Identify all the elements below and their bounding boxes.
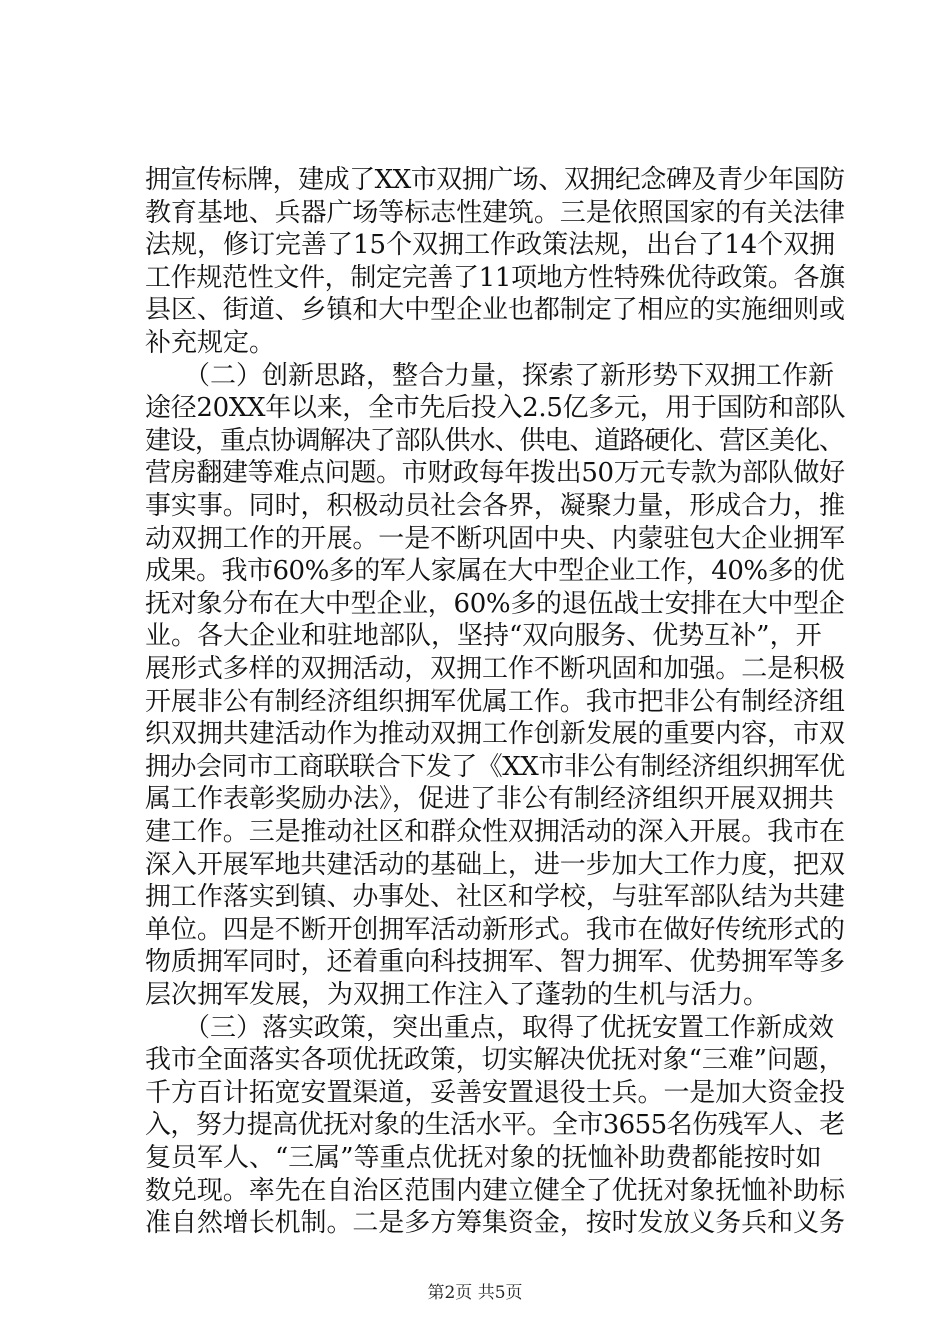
body-text-line: 属工作表彰奖励办法》，促进了非公有制经济组织开展双拥共 [145, 784, 835, 815]
body-text-line: 动双拥工作的开展。一是不断巩固中央、内蒙驻包大企业拥军 [145, 523, 845, 554]
body-text-line: 途径20XX年以来，全市先后投入2.5亿多元，用于国防和部队 [145, 393, 845, 424]
body-text-line: 物质拥军同时，还着重向科技拥军、智力拥军、优势拥军等多 [145, 947, 845, 978]
body-text-line: 业。各大企业和驻地部队，坚持“双向服务、优势互补”，开 [145, 621, 822, 652]
body-text-line: 我市全面落实各项优抚政策，切实解决优抚对象“三难”问题， [145, 1045, 845, 1076]
body-text-line: 成果。我市60%多的军人家属在大中型企业工作，40%多的优 [145, 556, 845, 587]
body-text-line: 复员军人、“三属”等重点优抚对象的抚恤补助费都能按时如 [145, 1143, 822, 1173]
page-footer: 第2页 共5页 [427, 1283, 523, 1303]
body-text-line: 拥工作落实到镇、办事处、社区和学校，与驻军部队结为共建 [145, 882, 845, 913]
body-text-line: （三）落实政策，突出重点，取得了优抚安置工作新成效 [145, 1012, 835, 1043]
body-text-line: 补充规定。 [145, 328, 276, 358]
body-text-line: 拥办会同市工商联联合下发了《XX市非公有制经济组织拥军优 [145, 751, 845, 782]
body-text-line: 展形式多样的双拥活动，双拥工作不断巩固和加强。二是积极 [145, 654, 845, 684]
body-text-line: 法规，修订完善了15个双拥工作政策法规，出台了14个双拥 [145, 230, 836, 261]
body-text-line: 事实事。同时，积极动员社会各界，凝聚力量，形成合力，推 [145, 491, 845, 521]
body-text-line: 数兑现。率先在自治区范围内建立健全了优抚对象抚恤补助标 [145, 1175, 845, 1206]
body-text-line: （二）创新思路，整合力量，探索了新形势下双拥工作新 [145, 360, 835, 391]
body-text-line: 织双拥共建活动作为推动双拥工作创新发展的重要内容，市双 [145, 719, 845, 750]
body-text-line: 建工作。三是推动社区和群众性双拥活动的深入开展。我市在 [145, 817, 845, 847]
body-text-line: 县区、街道、乡镇和大中型企业也都制定了相应的实施细则或 [145, 295, 845, 326]
body-text-line: 教育基地、兵器广场等标志性建筑。三是依照国家的有关法律 [145, 197, 845, 228]
body-text-line: 抚对象分布在大中型企业，60%多的退伍战士安排在大中型企 [145, 588, 845, 619]
body-text-line: 开展非公有制经济组织拥军优属工作。我市把非公有制经济组 [145, 686, 845, 717]
body-text-line: 入，努力提高优抚对象的生活水平。全市3655名伤残军人、老 [145, 1110, 845, 1141]
body-text-line: 准自然增长机制。二是多方筹集资金，按时发放义务兵和义务 [145, 1208, 845, 1239]
body-text-line: 工作规范性文件，制定完善了11项地方性特殊优待政策。各旗 [145, 262, 845, 293]
body-text-line: 千方百计拓宽安置渠道，妥善安置退役士兵。一是加大资金投 [145, 1077, 845, 1108]
body-text-line: 建设，重点协调解决了部队供水、供电、道路硬化、营区美化、 [145, 425, 844, 456]
body-text-line: 营房翻建等难点问题。市财政每年拨出50万元专款为部队做好 [145, 458, 845, 489]
body-text-line: 层次拥军发展，为双拥工作注入了蓬勃的生机与活力。 [145, 980, 770, 1010]
body-text-line: 单位。四是不断开创拥军活动新形式。我市在做好传统形式的 [145, 914, 845, 945]
body-text-line: 拥宣传标牌，建成了XX市双拥广场、双拥纪念碑及青少年国防 [145, 165, 845, 195]
body-text-line: 深入开展军地共建活动的基础上，进一步加大工作力度，把双 [145, 849, 845, 880]
